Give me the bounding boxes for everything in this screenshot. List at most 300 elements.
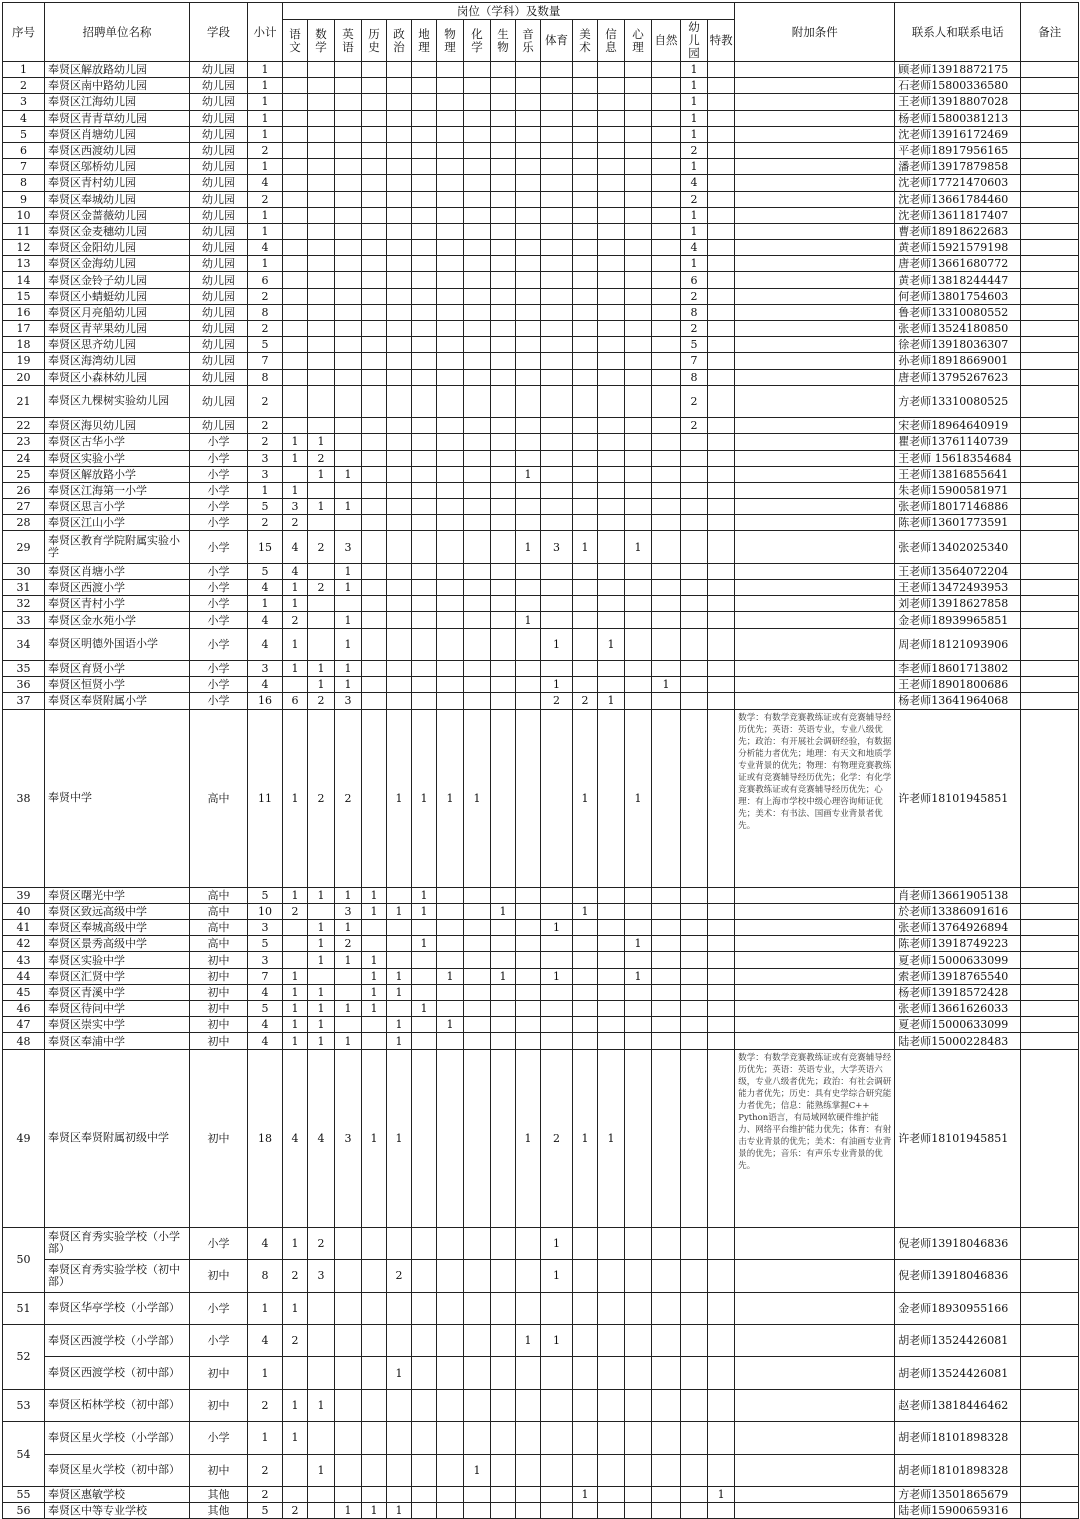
- row-count-政治: 1: [387, 903, 412, 919]
- row-count-自然: [652, 337, 681, 353]
- row-count-信息: 1: [598, 693, 625, 709]
- row-seq: 11: [3, 223, 45, 239]
- row-count-政治: [387, 1227, 412, 1259]
- table-body: [3, 62, 1079, 1519]
- row-seq: 1: [3, 62, 45, 78]
- row-extra: [735, 62, 895, 78]
- row-count-美术: [573, 466, 598, 482]
- row-count-信息: [598, 596, 625, 612]
- row-count-美术: [573, 1001, 598, 1017]
- row-count-化学: [464, 952, 491, 968]
- row-level: 初中: [190, 1001, 248, 1017]
- row-count-语文: [283, 110, 308, 126]
- row-extra: [735, 240, 895, 256]
- row-count-地理: [412, 304, 437, 320]
- row-count-历史: 1: [362, 903, 387, 919]
- row-count-体育: [541, 936, 573, 952]
- row-count-信息: [598, 256, 625, 272]
- row-count-音乐: [516, 288, 541, 304]
- header-subject-1: 数 学: [308, 20, 335, 62]
- row-count-物理: [437, 563, 464, 579]
- row-count-心理: [625, 952, 652, 968]
- row-count-英语: 1: [335, 1001, 362, 1017]
- row-count-自然: [652, 159, 681, 175]
- row-seq: 38: [3, 709, 45, 887]
- row-count-幼儿园: 1: [681, 78, 708, 94]
- row-contact: 方老师13501865679: [895, 1486, 1021, 1502]
- row-count-数学: [308, 563, 335, 579]
- row-seq: 24: [3, 450, 45, 466]
- row-count-生物: [491, 272, 516, 288]
- row-count-自然: [652, 920, 681, 936]
- row-seq: 29: [3, 531, 45, 563]
- row-extra: [735, 515, 895, 531]
- row-level: 幼儿园: [190, 78, 248, 94]
- row-count-历史: [362, 1292, 387, 1324]
- row-count-物理: [437, 628, 464, 660]
- row-count-化学: [464, 1227, 491, 1259]
- row-count-美术: [573, 191, 598, 207]
- row-count-英语: [335, 191, 362, 207]
- row-count-幼儿园: 2: [681, 142, 708, 158]
- row-count-化学: [464, 159, 491, 175]
- row-count-幼儿园: [681, 709, 708, 887]
- row-seq: 30: [3, 563, 45, 579]
- row-count-化学: [464, 223, 491, 239]
- row-count-物理: [437, 418, 464, 434]
- row-count-语文: [283, 126, 308, 142]
- row-contact: 胡老师18101898328: [895, 1454, 1021, 1486]
- row-count-历史: [362, 385, 387, 417]
- row-contact: 黄老师13818244447: [895, 272, 1021, 288]
- row-level: 幼儿园: [190, 207, 248, 223]
- row-count-音乐: [516, 677, 541, 693]
- row-remark: [1021, 385, 1079, 417]
- row-count-心理: [625, 920, 652, 936]
- row-subtotal: 5: [248, 887, 283, 903]
- header-unit: 招聘单位名称: [45, 3, 190, 62]
- row-count-历史: [362, 1017, 387, 1033]
- table-row: [3, 596, 1079, 612]
- row-remark: [1021, 142, 1079, 158]
- table-row: [3, 126, 1079, 142]
- table-row: [3, 1001, 1079, 1017]
- row-seq: 5: [3, 126, 45, 142]
- row-level: 高中: [190, 936, 248, 952]
- row-level: 小学: [190, 482, 248, 498]
- row-count-地理: [412, 660, 437, 676]
- row-count-特教: [708, 1227, 735, 1259]
- row-count-幼儿园: [681, 920, 708, 936]
- row-count-音乐: [516, 693, 541, 709]
- row-count-地理: [412, 369, 437, 385]
- row-count-幼儿园: [681, 563, 708, 579]
- row-seq: 40: [3, 903, 45, 919]
- header-subject-2: 英 语: [335, 20, 362, 62]
- row-level: 幼儿园: [190, 175, 248, 191]
- row-contact: 王老师18901800686: [895, 677, 1021, 693]
- row-count-语文: [283, 418, 308, 434]
- row-count-生物: [491, 709, 516, 887]
- row-remark: [1021, 1227, 1079, 1259]
- row-count-数学: [308, 207, 335, 223]
- row-count-信息: [598, 321, 625, 337]
- row-count-生物: [491, 304, 516, 320]
- table-row: [3, 256, 1079, 272]
- row-count-地理: [412, 1389, 437, 1421]
- row-count-物理: [437, 288, 464, 304]
- header-subject-8: 生 物: [491, 20, 516, 62]
- row-seq: 39: [3, 887, 45, 903]
- row-count-政治: [387, 1292, 412, 1324]
- row-subtotal: 5: [248, 1001, 283, 1017]
- row-count-美术: 1: [573, 531, 598, 563]
- row-count-地理: [412, 531, 437, 563]
- table-row: [3, 693, 1079, 709]
- row-count-数学: 1: [308, 936, 335, 952]
- row-count-地理: [412, 142, 437, 158]
- row-count-体育: [541, 482, 573, 498]
- row-count-音乐: [516, 191, 541, 207]
- row-subtotal: 4: [248, 1324, 283, 1356]
- row-count-美术: [573, 321, 598, 337]
- row-count-英语: [335, 385, 362, 417]
- row-count-历史: [362, 321, 387, 337]
- row-count-生物: [491, 1049, 516, 1227]
- row-count-信息: [598, 304, 625, 320]
- row-count-音乐: [516, 515, 541, 531]
- row-count-美术: [573, 110, 598, 126]
- row-count-历史: [362, 596, 387, 612]
- row-count-化学: [464, 272, 491, 288]
- row-count-历史: [362, 110, 387, 126]
- row-remark: [1021, 1001, 1079, 1017]
- row-count-音乐: [516, 1486, 541, 1502]
- row-count-政治: [387, 531, 412, 563]
- row-count-信息: [598, 418, 625, 434]
- row-contact: 唐老师13661680772: [895, 256, 1021, 272]
- row-count-物理: [437, 677, 464, 693]
- row-subtotal: 7: [248, 353, 283, 369]
- row-count-自然: [652, 887, 681, 903]
- row-count-政治: [387, 321, 412, 337]
- row-unit-name: 奉贤区西渡小学: [45, 580, 190, 596]
- row-count-英语: [335, 126, 362, 142]
- row-seq: 28: [3, 515, 45, 531]
- row-remark: [1021, 660, 1079, 676]
- row-level: 其他: [190, 1486, 248, 1502]
- row-count-体育: [541, 418, 573, 434]
- row-count-幼儿园: [681, 1486, 708, 1502]
- row-count-数学: [308, 304, 335, 320]
- row-count-幼儿园: [681, 580, 708, 596]
- row-count-英语: 1: [335, 628, 362, 660]
- row-count-语文: 1: [283, 1422, 308, 1454]
- row-count-心理: [625, 1033, 652, 1049]
- row-count-化学: [464, 612, 491, 628]
- row-level: 小学: [190, 531, 248, 563]
- row-count-物理: [437, 1454, 464, 1486]
- row-count-特教: 1: [708, 1486, 735, 1502]
- row-count-语文: 1: [283, 968, 308, 984]
- row-count-物理: [437, 1422, 464, 1454]
- row-count-心理: [625, 256, 652, 272]
- row-count-美术: [573, 580, 598, 596]
- row-count-自然: [652, 256, 681, 272]
- row-count-特教: [708, 191, 735, 207]
- row-level: 幼儿园: [190, 256, 248, 272]
- row-count-生物: [491, 288, 516, 304]
- row-count-特教: [708, 482, 735, 498]
- row-remark: [1021, 1389, 1079, 1421]
- row-count-生物: [491, 563, 516, 579]
- row-extra: [735, 337, 895, 353]
- row-count-数学: [308, 78, 335, 94]
- row-remark: [1021, 531, 1079, 563]
- row-count-音乐: [516, 159, 541, 175]
- row-count-地理: [412, 499, 437, 515]
- row-count-特教: [708, 434, 735, 450]
- row-count-语文: [283, 920, 308, 936]
- row-count-自然: [652, 968, 681, 984]
- row-extra: [735, 272, 895, 288]
- row-contact: 顾老师13918872175: [895, 62, 1021, 78]
- row-seq: 31: [3, 580, 45, 596]
- row-count-地理: [412, 563, 437, 579]
- row-unit-name: 奉贤区肖塘小学: [45, 563, 190, 579]
- row-count-音乐: [516, 304, 541, 320]
- row-count-生物: [491, 499, 516, 515]
- row-seq: 33: [3, 612, 45, 628]
- row-seq: 21: [3, 385, 45, 417]
- row-count-特教: [708, 385, 735, 417]
- row-count-信息: [598, 612, 625, 628]
- row-extra: [735, 94, 895, 110]
- row-count-政治: [387, 628, 412, 660]
- row-count-物理: [437, 191, 464, 207]
- row-count-化学: [464, 482, 491, 498]
- row-seq: 52: [3, 1324, 45, 1389]
- row-count-语文: [283, 353, 308, 369]
- row-contact: 黄老师15921579198: [895, 240, 1021, 256]
- row-count-幼儿园: [681, 1227, 708, 1259]
- row-count-英语: [335, 596, 362, 612]
- row-count-生物: [491, 580, 516, 596]
- row-level: 小学: [190, 515, 248, 531]
- row-extra: [735, 191, 895, 207]
- row-subtotal: 2: [248, 1486, 283, 1502]
- row-contact: 胡老师13524426081: [895, 1324, 1021, 1356]
- row-level: 小学: [190, 1227, 248, 1259]
- row-count-美术: 2: [573, 693, 598, 709]
- row-count-语文: 3: [283, 499, 308, 515]
- row-count-数学: [308, 418, 335, 434]
- row-count-信息: [598, 450, 625, 466]
- row-contact: 夏老师15000633099: [895, 952, 1021, 968]
- row-count-语文: [283, 142, 308, 158]
- row-count-特教: [708, 62, 735, 78]
- row-subtotal: 5: [248, 1503, 283, 1519]
- row-count-心理: [625, 1486, 652, 1502]
- row-count-特教: [708, 1033, 735, 1049]
- row-count-幼儿园: [681, 936, 708, 952]
- row-count-美术: [573, 337, 598, 353]
- row-count-历史: 1: [362, 984, 387, 1000]
- table-row: [3, 223, 1079, 239]
- row-count-幼儿园: 1: [681, 126, 708, 142]
- row-count-信息: [598, 94, 625, 110]
- table-row: [3, 110, 1079, 126]
- row-seq: 42: [3, 936, 45, 952]
- table-row: [3, 94, 1079, 110]
- row-remark: [1021, 936, 1079, 952]
- row-count-音乐: [516, 450, 541, 466]
- row-count-自然: [652, 499, 681, 515]
- row-count-地理: [412, 693, 437, 709]
- row-count-幼儿园: [681, 515, 708, 531]
- row-count-历史: [362, 288, 387, 304]
- row-level: 幼儿园: [190, 142, 248, 158]
- row-count-政治: [387, 515, 412, 531]
- row-subtotal: 2: [248, 434, 283, 450]
- row-count-生物: [491, 240, 516, 256]
- row-extra: [735, 434, 895, 450]
- row-remark: [1021, 677, 1079, 693]
- row-unit-name: 奉贤区解放路幼儿园: [45, 62, 190, 78]
- row-count-英语: 1: [335, 563, 362, 579]
- row-count-信息: [598, 385, 625, 417]
- row-contact: 胡老师13524426081: [895, 1357, 1021, 1389]
- row-count-化学: [464, 887, 491, 903]
- row-count-特教: [708, 337, 735, 353]
- row-seq: 17: [3, 321, 45, 337]
- row-count-政治: [387, 240, 412, 256]
- row-count-生物: [491, 1422, 516, 1454]
- row-count-幼儿园: 1: [681, 159, 708, 175]
- row-extra: [735, 612, 895, 628]
- row-count-化学: [464, 1001, 491, 1017]
- row-count-物理: 1: [437, 968, 464, 984]
- row-extra: [735, 1017, 895, 1033]
- row-extra: [735, 984, 895, 1000]
- row-contact: 孙老师18918669001: [895, 353, 1021, 369]
- row-count-自然: [652, 1357, 681, 1389]
- row-count-心理: [625, 288, 652, 304]
- row-count-化学: [464, 321, 491, 337]
- row-count-美术: [573, 450, 598, 466]
- row-count-地理: [412, 1503, 437, 1519]
- row-count-体育: [541, 1422, 573, 1454]
- row-count-物理: [437, 531, 464, 563]
- row-count-美术: [573, 612, 598, 628]
- row-count-化学: [464, 531, 491, 563]
- row-count-音乐: [516, 920, 541, 936]
- row-count-信息: [598, 1389, 625, 1421]
- table-row: [3, 968, 1079, 984]
- table-row: [3, 920, 1079, 936]
- row-seq: 14: [3, 272, 45, 288]
- row-level: 初中: [190, 1357, 248, 1389]
- row-count-幼儿园: 1: [681, 94, 708, 110]
- row-count-地理: [412, 1357, 437, 1389]
- row-count-物理: [437, 887, 464, 903]
- row-count-体育: 2: [541, 1049, 573, 1227]
- row-unit-name: 奉贤区邬桥幼儿园: [45, 159, 190, 175]
- row-count-自然: [652, 693, 681, 709]
- row-count-美术: [573, 272, 598, 288]
- table-row: [3, 434, 1079, 450]
- row-level: 小学: [190, 563, 248, 579]
- row-count-化学: [464, 142, 491, 158]
- row-unit-name: 奉贤区惠敏学校: [45, 1486, 190, 1502]
- row-count-心理: [625, 78, 652, 94]
- row-count-心理: [625, 1324, 652, 1356]
- row-subtotal: 1: [248, 78, 283, 94]
- row-extra: [735, 482, 895, 498]
- row-count-生物: [491, 191, 516, 207]
- row-count-化学: [464, 1292, 491, 1324]
- row-count-生物: [491, 321, 516, 337]
- row-count-数学: [308, 126, 335, 142]
- row-count-音乐: [516, 1001, 541, 1017]
- row-count-物理: [437, 612, 464, 628]
- row-count-数学: 2: [308, 1227, 335, 1259]
- row-count-化学: 1: [464, 1454, 491, 1486]
- row-count-英语: [335, 418, 362, 434]
- row-contact: 鲁老师13310080552: [895, 304, 1021, 320]
- row-extra: [735, 126, 895, 142]
- row-count-数学: [308, 1324, 335, 1356]
- row-count-物理: [437, 920, 464, 936]
- header-subtotal: 小计: [248, 3, 283, 62]
- row-count-地理: [412, 920, 437, 936]
- row-count-化学: [464, 369, 491, 385]
- row-count-生物: [491, 78, 516, 94]
- row-unit-name: 奉贤区金麦穗幼儿园: [45, 223, 190, 239]
- row-unit-name: 奉贤区奉贤附属小学: [45, 693, 190, 709]
- row-count-幼儿园: [681, 1049, 708, 1227]
- row-count-美术: [573, 936, 598, 952]
- row-extra: [735, 1292, 895, 1324]
- row-count-美术: [573, 660, 598, 676]
- row-count-信息: [598, 191, 625, 207]
- row-remark: [1021, 1486, 1079, 1502]
- row-count-数学: [308, 482, 335, 498]
- row-count-体育: [541, 78, 573, 94]
- row-count-自然: [652, 531, 681, 563]
- row-count-心理: [625, 159, 652, 175]
- row-count-特教: [708, 1017, 735, 1033]
- row-count-自然: [652, 223, 681, 239]
- row-count-美术: [573, 256, 598, 272]
- row-count-语文: 1: [283, 709, 308, 887]
- row-count-历史: [362, 920, 387, 936]
- row-level: 小学: [190, 1324, 248, 1356]
- row-level: 幼儿园: [190, 126, 248, 142]
- row-count-美术: 1: [573, 903, 598, 919]
- row-count-历史: [362, 563, 387, 579]
- row-contact: 王老师13918807028: [895, 94, 1021, 110]
- row-contact: 张老师13661626033: [895, 1001, 1021, 1017]
- row-count-幼儿园: 1: [681, 256, 708, 272]
- row-extra: [735, 78, 895, 94]
- row-count-音乐: [516, 223, 541, 239]
- row-count-政治: 1: [387, 968, 412, 984]
- row-remark: [1021, 207, 1079, 223]
- row-extra: [735, 321, 895, 337]
- row-extra: [735, 936, 895, 952]
- row-level: 小学: [190, 660, 248, 676]
